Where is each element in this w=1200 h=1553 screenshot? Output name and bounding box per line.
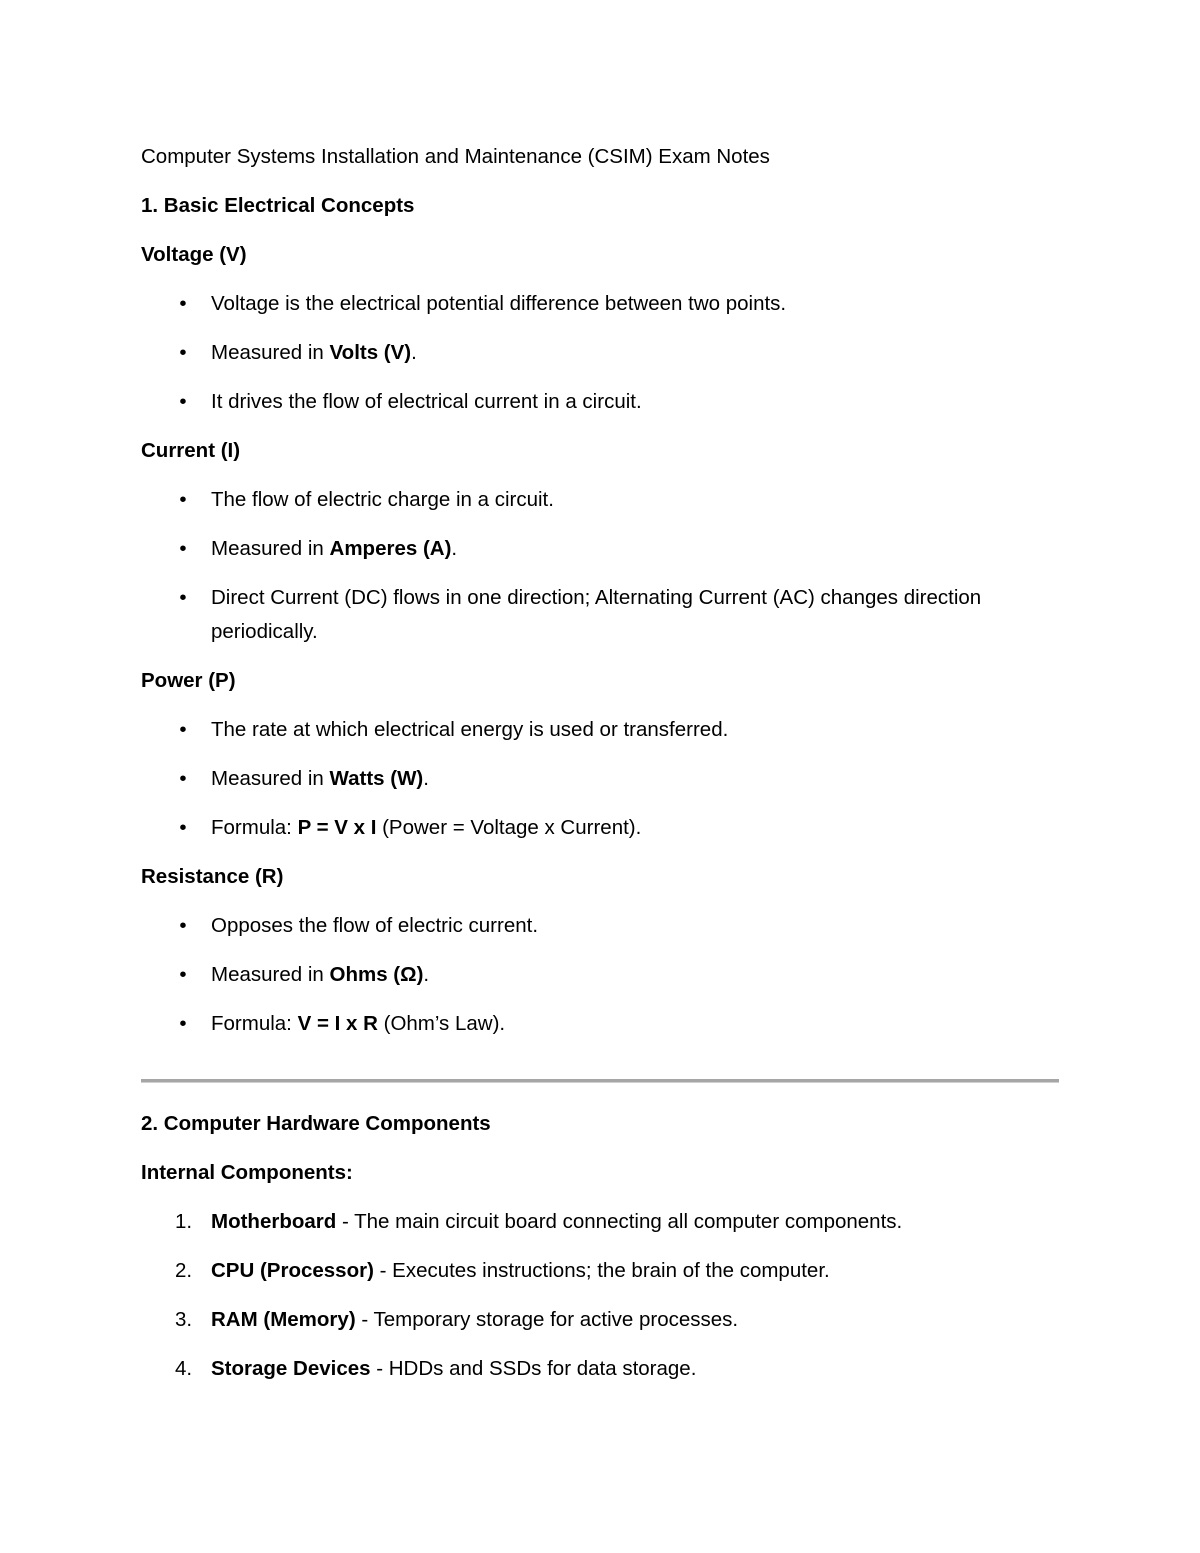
list-item: • The flow of electric charge in a circuit. [141, 483, 1059, 517]
bullet-icon: • [179, 537, 187, 560]
bullet-icon: • [179, 488, 187, 511]
list-item: 1. Motherboard - The main circuit board connecting all computer components. [175, 1210, 903, 1233]
resistance-list [141, 909, 1059, 1041]
bullet-icon: • [179, 816, 187, 839]
internal-components-list [141, 1205, 1059, 1386]
voltage-list [141, 287, 1059, 419]
section-heading-electrical: 1. Basic Electrical Concepts [141, 194, 415, 217]
subheading-power: Power (P) [141, 669, 236, 692]
list-item: 4. Storage Devices - HDDs and SSDs for data storage. [175, 1357, 697, 1380]
list-item: • Direct Current (DC) flows in one direction; Alternating Current (AC) changes direction periodically. [141, 581, 1059, 649]
document-body [141, 140, 1059, 1401]
subheading-current: Current (I) [141, 439, 241, 462]
list-item: • Measured in Amperes (A). [141, 532, 1059, 566]
list-item: • Opposes the flow of electric current. [141, 909, 1059, 943]
list-item: • Voltage is the electrical potential difference between two points. [141, 287, 1059, 321]
subheading-resistance: Resistance (R) [141, 865, 284, 888]
list-item: • It drives the flow of electrical current in a circuit. [141, 385, 1059, 419]
list-item: • Measured in Watts (W). [141, 762, 1059, 796]
list-item: • Formula: P = V x I (Power = Voltage x Current). [141, 811, 1059, 845]
list-item: • Measured in Volts (V). [141, 336, 1059, 370]
section-heading-hardware: 2. Computer Hardware Components [141, 1112, 491, 1135]
subheading-internal-components: Internal Components: [141, 1161, 353, 1184]
bullet-icon: • [179, 390, 187, 413]
horizontal-rule [141, 1079, 1059, 1083]
bullet-icon: • [179, 341, 187, 364]
list-item: 2. CPU (Processor) - Executes instructions; the brain of the computer. [175, 1259, 830, 1282]
bullet-icon: • [179, 963, 187, 986]
document-title: Computer Systems Installation and Maintenance (CSIM) Exam Notes [141, 145, 770, 168]
list-item: • Formula: V = I x R (Ohm’s Law). [141, 1007, 1059, 1041]
bullet-icon: • [179, 292, 187, 315]
list-item: • The rate at which electrical energy is used or transferred. [141, 713, 1059, 747]
bullet-icon: • [179, 586, 187, 609]
list-item: • Measured in Ohms (Ω). [141, 958, 1059, 992]
bullet-icon: • [179, 718, 187, 741]
list-item: 3. RAM (Memory) - Temporary storage for active processes. [175, 1308, 739, 1331]
bullet-icon: • [179, 767, 187, 790]
power-list [141, 713, 1059, 845]
current-list [141, 483, 1059, 649]
subheading-voltage: Voltage (V) [141, 243, 247, 266]
bullet-icon: • [179, 1012, 187, 1035]
bullet-icon: • [179, 914, 187, 937]
